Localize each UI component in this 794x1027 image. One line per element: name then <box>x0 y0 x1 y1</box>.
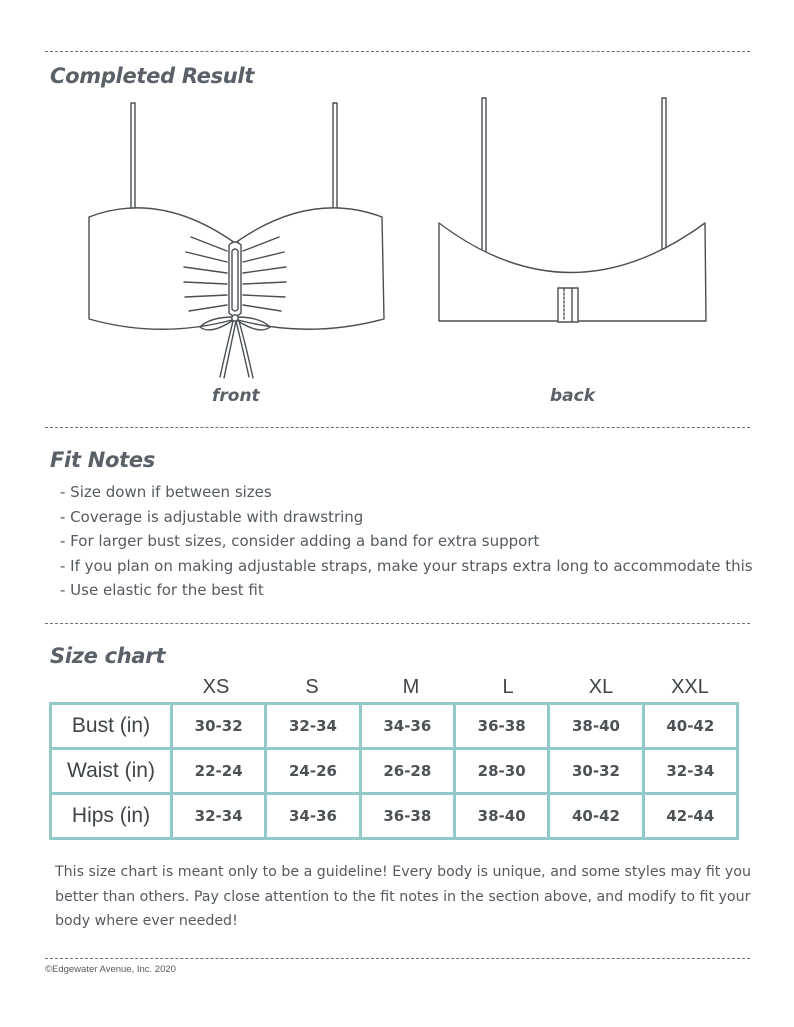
fit-note-item: - Coverage is adjustable with drawstring <box>60 507 364 526</box>
table-cell: 36-38 <box>454 704 548 749</box>
table-cell: 32-34 <box>643 749 737 794</box>
table-row-bust <box>51 704 738 749</box>
table-row-hips <box>51 794 738 839</box>
table-cell: 30-32 <box>172 704 266 749</box>
row-label-waist: Waist (in) <box>51 749 172 794</box>
table-cell: 28-30 <box>454 749 548 794</box>
divider-after-illustrations <box>45 427 750 428</box>
divider-bottom <box>45 958 750 959</box>
table-cell: 38-40 <box>549 704 643 749</box>
front-illustration <box>80 95 390 385</box>
size-header-xs: XS <box>202 676 230 698</box>
table-cell: 30-32 <box>549 749 643 794</box>
size-header-xl: XL <box>588 676 614 698</box>
size-chart-title: Size chart <box>50 644 166 668</box>
table-row-waist <box>51 749 738 794</box>
table-cell: 24-26 <box>266 749 360 794</box>
divider-top <box>45 51 750 52</box>
fit-note-item: - If you plan on making adjustable straps, make your straps extra long to accommodate this <box>60 556 753 575</box>
copyright-notice: ©Edgewater Avenue, Inc. 2020 <box>45 964 176 975</box>
size-chart-table <box>49 702 739 840</box>
completed-result-title: Completed Result <box>50 64 255 88</box>
table-cell: 22-24 <box>172 749 266 794</box>
table-cell: 40-42 <box>549 794 643 839</box>
table-cell: 26-28 <box>360 749 454 794</box>
size-header-m: M <box>402 676 420 698</box>
back-illustration <box>430 92 720 332</box>
size-header-xxl: XXL <box>671 676 709 698</box>
fit-note-item: - For larger bust sizes, consider adding a band for extra support <box>60 532 540 550</box>
table-cell: 34-36 <box>360 704 454 749</box>
table-cell: 40-42 <box>643 704 737 749</box>
table-cell: 34-36 <box>266 794 360 839</box>
fit-notes-title: Fit Notes <box>50 448 155 472</box>
divider-after-fit-notes <box>45 623 750 624</box>
row-label-bust: Bust (in) <box>51 704 172 749</box>
table-cell: 36-38 <box>360 794 454 839</box>
table-cell: 38-40 <box>454 794 548 839</box>
row-label-hips: Hips (in) <box>51 794 172 839</box>
table-cell: 42-44 <box>643 794 737 839</box>
table-cell: 32-34 <box>172 794 266 839</box>
size-header-l: L <box>502 676 514 698</box>
table-cell: 32-34 <box>266 704 360 749</box>
front-caption: front <box>212 386 260 406</box>
fit-note-item: - Use elastic for the best fit <box>60 581 264 599</box>
size-chart-disclaimer: This size chart is meant only to be a guideline! Every body is unique, and some styles may fit you better than others. Pay close attention to the fit notes in the section above, and modify to fit your body where ever needed! <box>55 864 751 929</box>
size-header-s: S <box>305 676 319 698</box>
fit-note-item: - Size down if between sizes <box>60 483 272 501</box>
back-caption: back <box>550 386 596 406</box>
fit-notes-list <box>60 480 753 603</box>
